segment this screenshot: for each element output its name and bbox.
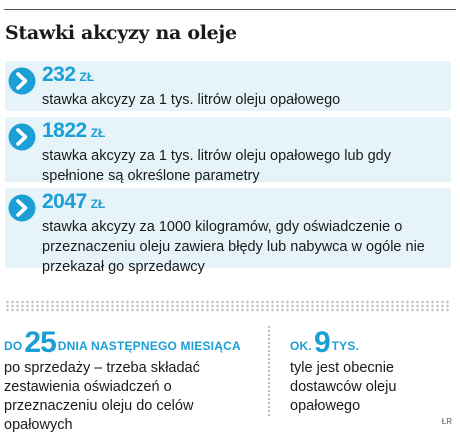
stat-number: 25 bbox=[24, 326, 56, 359]
dotted-separator bbox=[5, 300, 451, 312]
rate-amount bbox=[42, 190, 105, 214]
author-credit: ŁR bbox=[441, 417, 452, 426]
rate-amount-unit: ZŁ bbox=[90, 197, 106, 211]
rate-item bbox=[5, 188, 451, 275]
stat-text: tyle jest obecnie dostawców oleju opałowego bbox=[290, 360, 397, 414]
rate-amount bbox=[42, 63, 94, 87]
vertical-divider bbox=[268, 326, 270, 416]
rate-description: stawka akcyzy za 1 tys. litrów oleju opałowego bbox=[42, 92, 341, 108]
rate-amount bbox=[42, 119, 105, 143]
rate-amount-unit: ZŁ bbox=[79, 70, 95, 84]
rate-amount-value: 2047 bbox=[42, 190, 87, 213]
stat-block bbox=[4, 326, 264, 435]
rate-item bbox=[5, 117, 451, 182]
stat-suffix: DNIA NASTĘPNEGO MIESIĄCA bbox=[57, 339, 241, 353]
arrow-right-circle-icon bbox=[8, 194, 36, 222]
top-rule bbox=[4, 9, 456, 10]
rate-description: stawka akcyzy za 1000 kilogramów, gdy oświadczenie o przeznaczeniu oleju zawiera błędy lub nabywca w ogóle nie przekazał go sprzedawcy bbox=[42, 219, 425, 275]
rate-amount-value: 232 bbox=[42, 63, 76, 86]
arrow-right-circle-icon bbox=[8, 123, 36, 151]
stat-prefix: DO bbox=[4, 339, 23, 353]
stat-headline bbox=[290, 326, 440, 358]
rate-amount-value: 1822 bbox=[42, 119, 87, 142]
stat-prefix: OK. bbox=[290, 339, 312, 353]
infographic-title: Stawki akcyzy na oleje bbox=[5, 22, 237, 44]
stat-number: 9 bbox=[313, 326, 330, 359]
stat-suffix: TYS. bbox=[331, 339, 360, 353]
rate-description: stawka akcyzy za 1 tys. litrów oleju opałowego lub gdy spełnione są określone parametry bbox=[42, 148, 391, 184]
arrow-right-circle-icon bbox=[8, 67, 36, 95]
stat-text: po sprzedaży – trzeba składać zestawienia oświadczeń o przeznaczeniu oleju do celów opałowych bbox=[4, 360, 200, 433]
stat-headline bbox=[4, 326, 264, 358]
rate-item bbox=[5, 61, 451, 111]
rate-amount-unit: ZŁ bbox=[90, 126, 106, 140]
stat-block bbox=[290, 326, 440, 416]
